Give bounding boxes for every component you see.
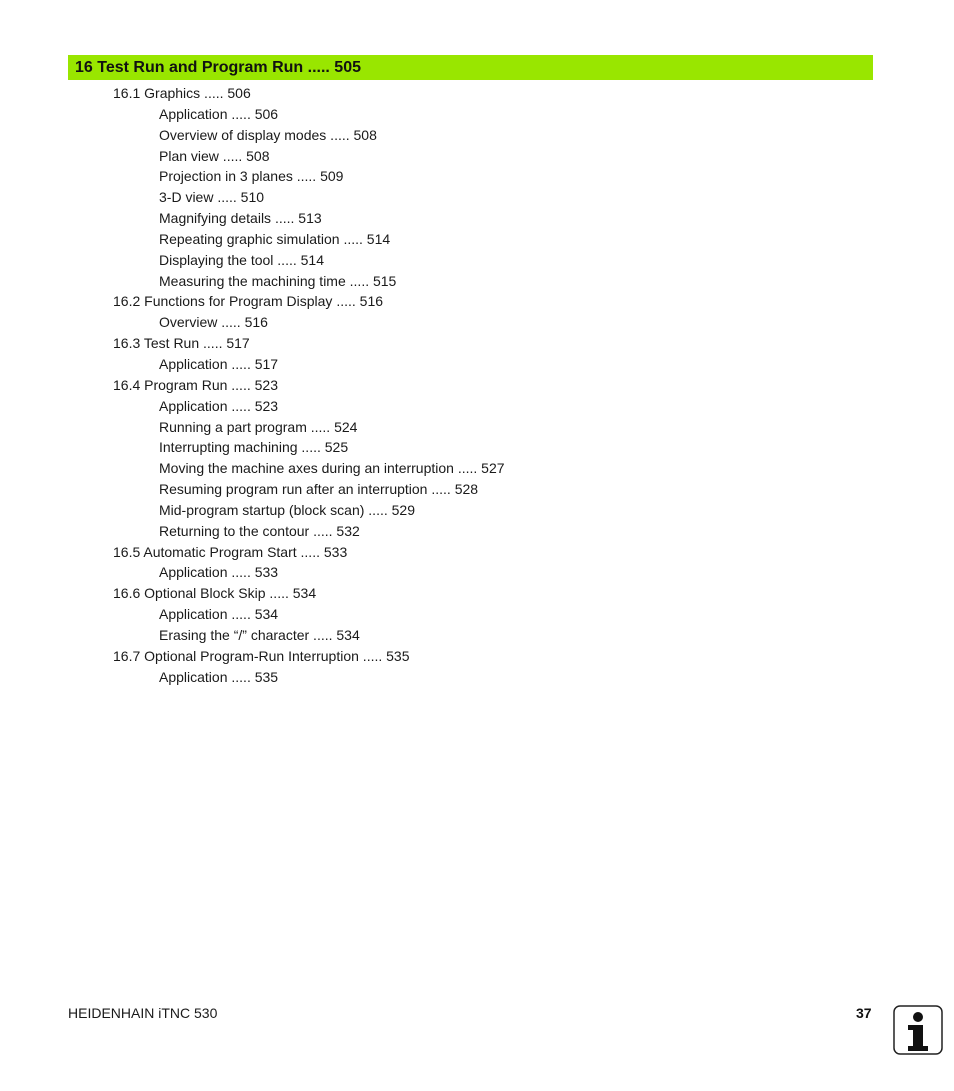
toc-subsection-entry[interactable]: Returning to the contour ..... 532 bbox=[159, 522, 360, 539]
toc-subsection-entry[interactable]: Mid-program startup (block scan) ..... 529 bbox=[159, 501, 415, 518]
table-of-contents bbox=[0, 83, 954, 687]
toc-subsection-entry[interactable]: Overview ..... 516 bbox=[159, 314, 268, 331]
toc-subsection-entry[interactable]: Measuring the machining time ..... 515 bbox=[159, 272, 397, 289]
toc-subsection-entry[interactable]: Application ..... 534 bbox=[159, 606, 279, 623]
toc-section-entry[interactable]: 16.6 Optional Block Skip ..... 534 bbox=[113, 585, 317, 602]
toc-section-entry[interactable]: 16.2 Functions for Program Display ..... 516 bbox=[113, 293, 384, 310]
toc-subsection-entry[interactable]: Application ..... 506 bbox=[159, 105, 279, 122]
toc-subsection-entry[interactable]: Moving the machine axes during an interruption ..... 527 bbox=[159, 460, 505, 477]
toc-subsection-entry[interactable]: Application ..... 523 bbox=[159, 397, 279, 414]
toc-subsection-entry[interactable]: Application ..... 517 bbox=[159, 355, 279, 372]
footer-page-number: 37 bbox=[856, 1005, 872, 1021]
toc-subsection-entry[interactable]: Resuming program run after an interruption ..... 528 bbox=[159, 481, 479, 498]
info-icon bbox=[893, 1005, 943, 1055]
toc-subsection-entry[interactable]: Application ..... 535 bbox=[159, 668, 279, 685]
toc-section-entry[interactable]: 16.5 Automatic Program Start ..... 533 bbox=[113, 543, 348, 560]
toc-section-entry[interactable]: 16.4 Program Run ..... 523 bbox=[113, 376, 278, 393]
toc-subsection-entry[interactable]: Application ..... 533 bbox=[159, 564, 279, 581]
toc-section-entry[interactable]: 16.1 Graphics ..... 506 bbox=[113, 85, 251, 101]
toc-subsection-entry[interactable]: Magnifying details ..... 513 bbox=[159, 210, 322, 227]
chapter-title: 16 Test Run and Program Run ..... 505 bbox=[75, 58, 361, 76]
toc-section-entry[interactable]: 16.3 Test Run ..... 517 bbox=[113, 335, 250, 352]
chapter-header bbox=[68, 55, 873, 80]
toc-subsection-entry[interactable]: Running a part program ..... 524 bbox=[159, 418, 358, 435]
toc-subsection-entry[interactable]: Erasing the “/” character ..... 534 bbox=[159, 626, 360, 643]
toc-section-entry[interactable]: 16.7 Optional Program-Run Interruption ..... 535 bbox=[113, 647, 410, 664]
toc-subsection-entry[interactable]: Repeating graphic simulation ..... 514 bbox=[159, 230, 391, 247]
footer-product-name: HEIDENHAIN iTNC 530 bbox=[68, 1005, 218, 1021]
toc-subsection-entry[interactable]: Overview of display modes ..... 508 bbox=[159, 126, 377, 143]
toc-subsection-entry[interactable]: Projection in 3 planes ..... 509 bbox=[159, 168, 344, 185]
toc-subsection-entry[interactable]: Plan view ..... 508 bbox=[159, 147, 270, 164]
toc-subsection-entry[interactable]: 3-D view ..... 510 bbox=[159, 189, 265, 206]
toc-subsection-entry[interactable]: Displaying the tool ..... 514 bbox=[159, 251, 324, 268]
toc-subsection-entry[interactable]: Interrupting machining ..... 525 bbox=[159, 439, 349, 456]
